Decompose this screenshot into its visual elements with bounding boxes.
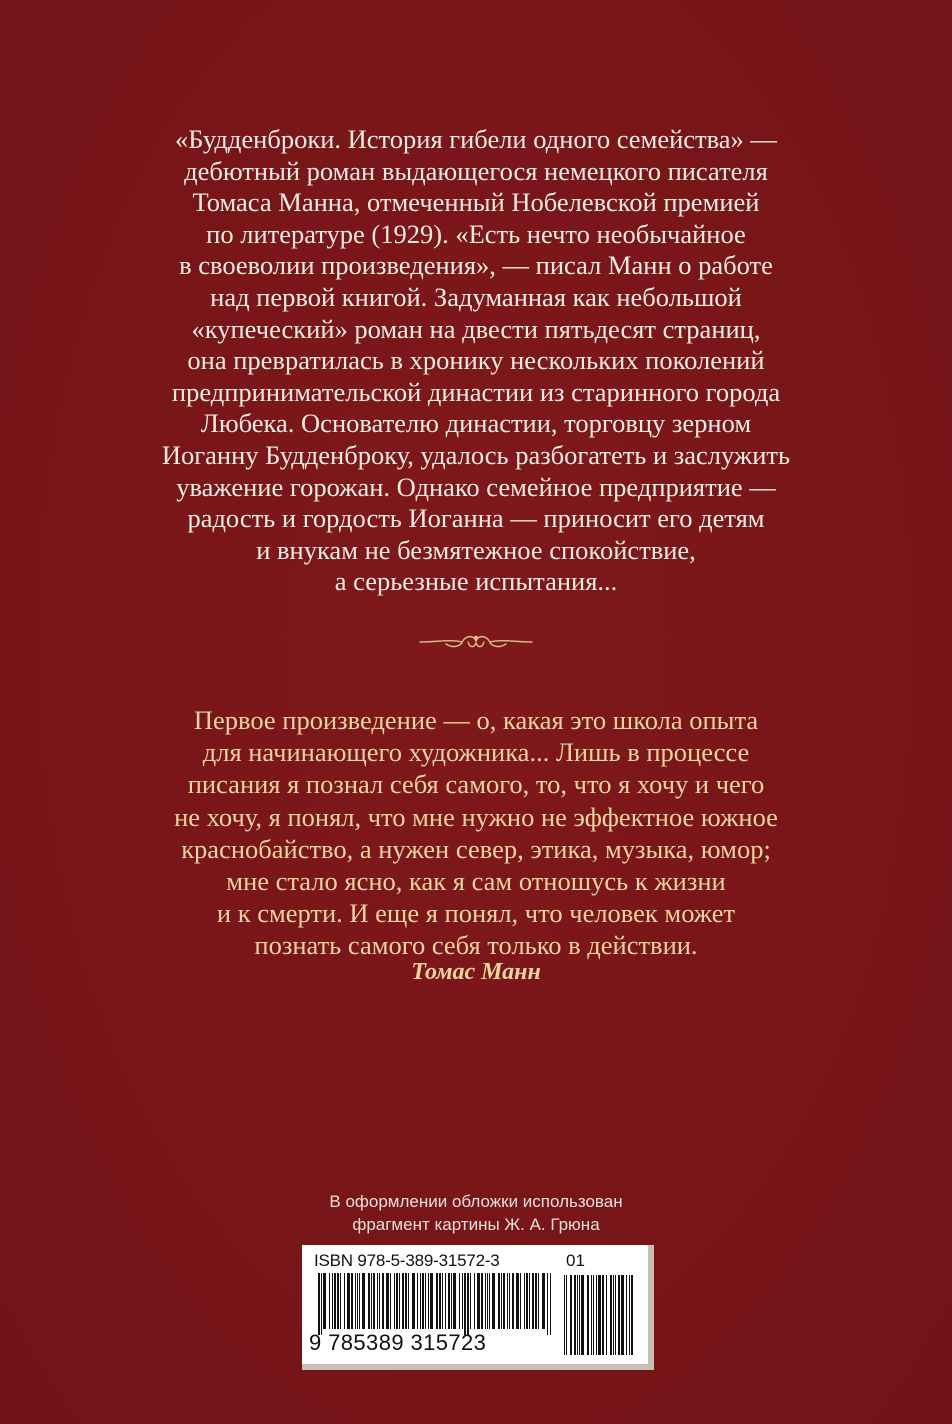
quote-line: мне стало ясно, как я сам отношусь к жизни: [226, 866, 726, 897]
addon-bar: [618, 1275, 620, 1355]
barcode-bar: [334, 1273, 336, 1329]
synopsis-line: Любека. Основателю династии, торговцу зерном: [200, 408, 752, 439]
barcode-bar: [507, 1273, 508, 1329]
barcode-bar: [453, 1273, 456, 1329]
barcode-bar: [512, 1273, 514, 1329]
barcode-bar: [428, 1273, 429, 1329]
barcode-bar: [489, 1273, 490, 1329]
addon-bar: [566, 1275, 567, 1355]
barcode-bar: [318, 1273, 320, 1335]
synopsis-line: «Будденброки. История гибели одного семейства» —: [175, 124, 777, 154]
barcode-bar: [417, 1273, 418, 1329]
quote-line: и к смерти. И еще я понял, что человек может: [216, 898, 736, 929]
barcode-bar: [351, 1273, 353, 1329]
barcode-bar: [503, 1273, 505, 1329]
barcode-bar: [542, 1273, 545, 1329]
barcode-bar: [462, 1273, 463, 1329]
barcode-bar: [498, 1273, 500, 1329]
quote-line: краснобайство, а нужен север, этика, музыка, юмор;: [181, 833, 771, 864]
barcode-bar: [382, 1273, 384, 1329]
synopsis-line: Томаса Манна, отмеченный Нобелевской премией: [192, 187, 760, 218]
barcode-bar: [422, 1273, 424, 1329]
addon-bar: [598, 1275, 601, 1355]
addon-bar: [577, 1275, 578, 1355]
addon-bar: [602, 1275, 604, 1355]
barcode-addon-code: 01: [566, 1251, 585, 1270]
synopsis-line: предпринимательской династии из старинного города: [171, 376, 781, 407]
addon-bar: [587, 1275, 589, 1355]
addon-bar: [593, 1275, 594, 1355]
addon-bar: [631, 1275, 633, 1355]
barcode-bar: [425, 1273, 426, 1329]
barcode-bar: [485, 1273, 486, 1329]
ean-digits: 9 785389 315723: [309, 1330, 487, 1355]
barcode-bar: [547, 1273, 548, 1335]
barcode-bar: [412, 1273, 415, 1329]
barcode-bar: [470, 1273, 471, 1329]
barcode-bar: [439, 1273, 441, 1329]
barcode-bar: [357, 1273, 358, 1329]
barcode-bar: [405, 1273, 407, 1329]
synopsis-line: дебютный роман выдающегося немецкого писателя: [184, 155, 768, 186]
barcode-bar: [355, 1273, 356, 1329]
addon-bar: [626, 1275, 627, 1355]
flourish-ornament-icon: [416, 626, 536, 656]
barcode-bar: [390, 1273, 391, 1329]
barcode-bar: [337, 1273, 339, 1329]
isbn-number: ISBN 978-5-389-31572-3: [314, 1251, 500, 1270]
barcode-bar: [501, 1273, 502, 1329]
synopsis-line: она превратилась в хронику нескольких поколений: [187, 345, 765, 376]
barcode-bar: [535, 1273, 537, 1329]
barcode-bar: [321, 1273, 322, 1335]
barcode-bar: [386, 1273, 389, 1329]
barcode-bar: [451, 1273, 452, 1329]
addon-bar: [596, 1275, 597, 1355]
addon-bar: [615, 1275, 616, 1355]
addon-bar: [564, 1275, 565, 1355]
barcode-bar: [340, 1273, 341, 1329]
barcode-bar: [396, 1273, 398, 1329]
barcode-bar: [477, 1273, 480, 1329]
credit-line: В оформлении обложки использован: [329, 1192, 623, 1211]
book-synopsis: [120, 124, 832, 598]
barcode-bar: [532, 1273, 534, 1329]
quote-line: для начинающего художника... Лишь в процессе: [202, 737, 750, 768]
barcode-bar: [445, 1273, 446, 1329]
addon-bar: [581, 1275, 584, 1355]
barcode-bar: [420, 1273, 421, 1329]
barcode-bar: [526, 1273, 528, 1329]
barcode-bar: [359, 1273, 360, 1329]
credit-line: фрагмент картины Ж. А. Грюна: [352, 1215, 600, 1234]
barcode-bar: [520, 1273, 521, 1329]
barcode-bar: [529, 1273, 530, 1329]
barcode-bar: [467, 1273, 469, 1335]
barcode-bar: [538, 1273, 539, 1329]
barcode-bar: [377, 1273, 378, 1329]
barcode-bar: [373, 1273, 375, 1329]
barcode-bar: [509, 1273, 510, 1329]
barcode-bar: [344, 1273, 345, 1329]
barcode-bar: [442, 1273, 443, 1329]
synopsis-line: по литературе (1929). «Есть нечто необычайное: [206, 218, 746, 249]
barcode-bar: [347, 1273, 350, 1329]
barcode-bar: [402, 1273, 404, 1329]
addon-bar: [570, 1275, 572, 1355]
quote-line: Первое произведение — о, какая это школа опыта: [193, 705, 759, 735]
addon-bar: [621, 1275, 624, 1355]
barcode-bar: [487, 1273, 488, 1329]
barcode-bar: [550, 1273, 551, 1335]
addon-bar: [629, 1275, 630, 1355]
synopsis-line: уважение горожан. Однако семейное предприятие —: [176, 471, 776, 502]
isbn-barcode: [302, 1245, 654, 1370]
addon-bar: [606, 1275, 607, 1355]
addon-bar: [579, 1275, 580, 1355]
synopsis-line: в своеволии произведения», — писал Манн о работе: [179, 250, 773, 281]
barcode-bar: [379, 1273, 380, 1329]
barcode-bar: [524, 1273, 525, 1329]
addon-bar: [574, 1275, 576, 1355]
synopsis-line: и внукам не безмятежное спокойствие,: [256, 534, 696, 565]
barcode-bar: [362, 1273, 365, 1329]
barcode-bar: [430, 1273, 433, 1329]
barcode-bar: [436, 1273, 438, 1329]
addon-bar: [591, 1275, 592, 1355]
addon-bar: [613, 1275, 614, 1355]
author-quote: [120, 704, 832, 962]
synopsis-line: «купеческий» роман на двести пятьдесят страниц,: [191, 313, 761, 344]
barcode-bar: [492, 1273, 495, 1329]
barcode-bar: [474, 1273, 475, 1329]
barcode-bar: [371, 1273, 372, 1329]
cover-art-credit: [300, 1190, 652, 1236]
barcode-bar: [464, 1273, 466, 1335]
addon-bar: [610, 1275, 612, 1355]
synopsis-line: Иоганну Будденброку, удалось разбогатеть и заслужить: [161, 439, 791, 470]
barcode-bar: [459, 1273, 460, 1329]
barcode-bar: [516, 1273, 519, 1329]
barcode-bar: [481, 1273, 483, 1329]
barcode-bar: [399, 1273, 400, 1329]
quote-author: Томас Манн: [411, 959, 541, 985]
barcode-bar: [408, 1273, 409, 1329]
barcode-bar: [448, 1273, 450, 1329]
synopsis-line: а серьезные испытания...: [334, 566, 618, 597]
quote-line: познать самого себя только в действии.: [254, 930, 698, 961]
synopsis-line: радость и гордость Иоганна — приносит его детям: [187, 503, 765, 534]
barcode-bar: [323, 1273, 326, 1329]
quote-line: не хочу, я понял, что мне нужно не эффектное южное: [174, 801, 778, 832]
barcode-bar: [394, 1273, 395, 1329]
barcode-bar: [332, 1273, 333, 1329]
quote-line: писания я познал себя самого, то, что я хочу и чего: [187, 769, 765, 800]
barcode-bar: [368, 1273, 370, 1329]
barcode-bar: [329, 1273, 330, 1329]
synopsis-line: над первой книгой. Задуманная как небольшой: [210, 281, 742, 312]
